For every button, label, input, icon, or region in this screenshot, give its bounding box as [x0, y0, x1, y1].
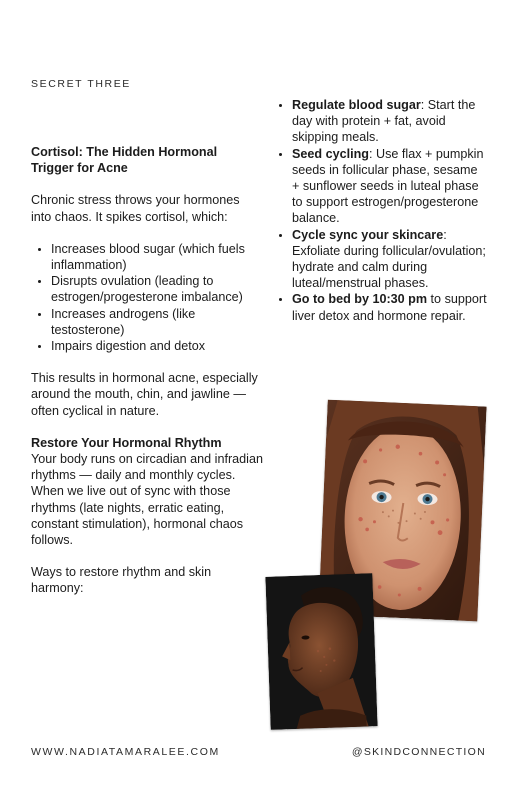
tip-label: Go to bed by 10:30 pm	[292, 292, 428, 307]
subsection-title: Restore Your Hormonal Rhythm	[31, 435, 222, 450]
tip-label: Regulate blood sugar	[292, 98, 421, 112]
ways-paragraph: Ways to restore rhythm and skin harmony:	[31, 565, 212, 596]
section-eyebrow: SECRET THREE	[31, 78, 131, 90]
rhythm-paragraph: Your body runs on circadian and infradian rhythms — daily and monthly cycles. When we live out of sync with those rhythms (late nights, erratic eating, constant stimulation), hormonal chaos follows.	[31, 452, 263, 548]
list-item: • Increases androgens (like testosterone)	[51, 306, 263, 338]
social-handle[interactable]: @SKINDCONNECTION	[351, 746, 486, 758]
result-paragraph: This results in hormonal acne, especially around the mouth, chin, and jawline — often cyclical in nature.	[31, 371, 258, 418]
tip-text: : Start the day with protein + fat, avoid skipping meals.	[292, 98, 476, 145]
list-item	[292, 227, 488, 292]
list-item: • Impairs digestion and detox	[51, 338, 263, 354]
list-item: • Increases blood sugar (which fuels inflammation)	[51, 241, 263, 273]
tip-text: : Exfoliate during follicular/ovulation; hydrate and calm during luteal/menstrual phases.	[292, 227, 486, 291]
profile-photo	[265, 573, 377, 730]
tip-text: : Use flax + pumpkin seeds in follicular phase, sesame + sunflower seeds in luteal phase to support estrogen/progesterone balance.	[292, 146, 484, 226]
tip-text: to support liver detox and hormone repair.	[292, 292, 487, 323]
tips-list	[274, 97, 488, 324]
list-item	[292, 97, 488, 146]
tip-label: Cycle sync your skincare	[292, 227, 444, 242]
list-item	[292, 291, 488, 323]
right-column	[274, 97, 488, 324]
list-item	[292, 146, 488, 227]
left-column	[31, 144, 263, 597]
section-title: Cortisol: The Hidden Hormonal Trigger for Acne	[31, 145, 218, 176]
website-link[interactable]: WWW.NADIATAMARALEE.COM	[31, 746, 220, 758]
tip-label: Seed cycling	[292, 146, 369, 161]
cortisol-effects-list	[31, 241, 263, 354]
intro-paragraph: Chronic stress throws your hormones into chaos. It spikes cortisol, which:	[31, 193, 240, 224]
list-item: • Disrupts ovulation (leading to estrogen/progesterone imbalance)	[51, 273, 263, 305]
